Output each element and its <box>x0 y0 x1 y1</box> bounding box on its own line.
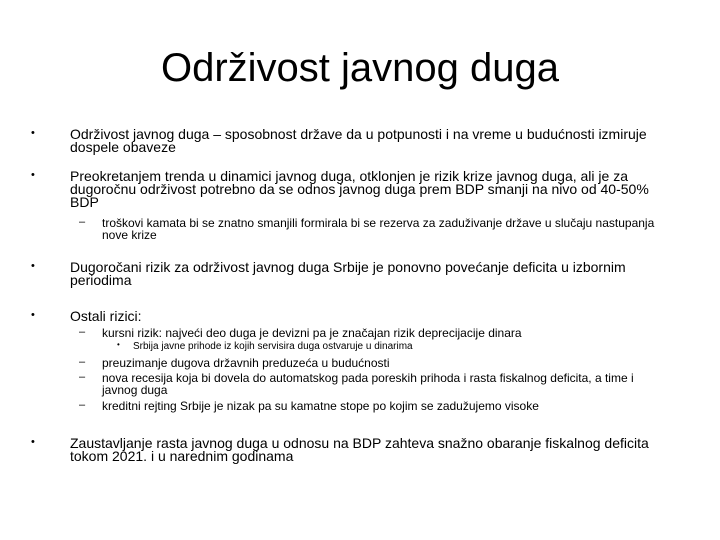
subsubbullet-text-dinar-revenue: Srbija javne prihode iz kojih servisira duga ostvaruje u dinarima <box>133 341 413 352</box>
subbullet-text-currency-risk: kursni rizik: najveći deo duga je devizni pa je značajan rizik deprecijacije dinara <box>102 326 522 340</box>
slide-title: Održivost javnog duga <box>160 46 559 90</box>
bullet-marker: • <box>31 309 35 321</box>
bullet-text-long-term-risk: Dugoročani rizik za održivost javnog duga Srbije je ponovno povećanje deficita u izbornim periodima <box>70 259 626 288</box>
dash-marker: – <box>79 356 86 368</box>
bullet-text-stopping-debt-growth: Zaustavljanje rasta javnog duga u odnosu na BDP zahteva snažno obaranje fiskalnog deficita tokom 2021. i u narednim godinama <box>70 435 649 464</box>
bullet-marker: • <box>31 436 35 448</box>
subbullet-text-recession: nova recesija koja bi dovela do automatskog pada poreskih prihoda i rasta fiskalnog deficita, a time i javnog duga <box>102 371 634 397</box>
subbullet-text-credit-rating: kreditni rejting Srbije je nizak pa su kamatne stope po kojim se zadužujemo visoke <box>102 399 539 413</box>
dash-marker: – <box>79 399 86 411</box>
subbullet-text-interest-costs: troškovi kamata bi se znatno smanjili formirala bi se rezerva za zaduživanje države u slučaju nastupanja nove krize <box>102 216 655 242</box>
dash-marker: – <box>79 216 86 228</box>
bullet-marker: • <box>31 127 35 139</box>
bullet-marker: • <box>31 169 35 181</box>
small-bullet-marker: • <box>117 340 120 349</box>
bullet-text-sustainability-definition: Održivost javnog duga – sposobnost države da u potpunosti i na vreme u budućnosti izmiruje dospele obaveze <box>70 126 647 155</box>
dash-marker: – <box>79 326 86 338</box>
bullet-text-other-risks: Ostali rizici: <box>70 308 142 324</box>
subbullet-text-state-company-debts: preuzimanje dugova državnih preduzeća u budućnosti <box>102 356 390 370</box>
bullet-marker: • <box>31 260 35 272</box>
dash-marker: – <box>79 371 86 383</box>
bullet-text-debt-trend: Preokretanjem trenda u dinamici javnog duga, otklonjen je rizik krize javnog duga, ali je za dugoročnu održivost potrebno da se odnos javnog duga prem BDP smanji na nivo od 40-50% BDP <box>70 168 649 210</box>
